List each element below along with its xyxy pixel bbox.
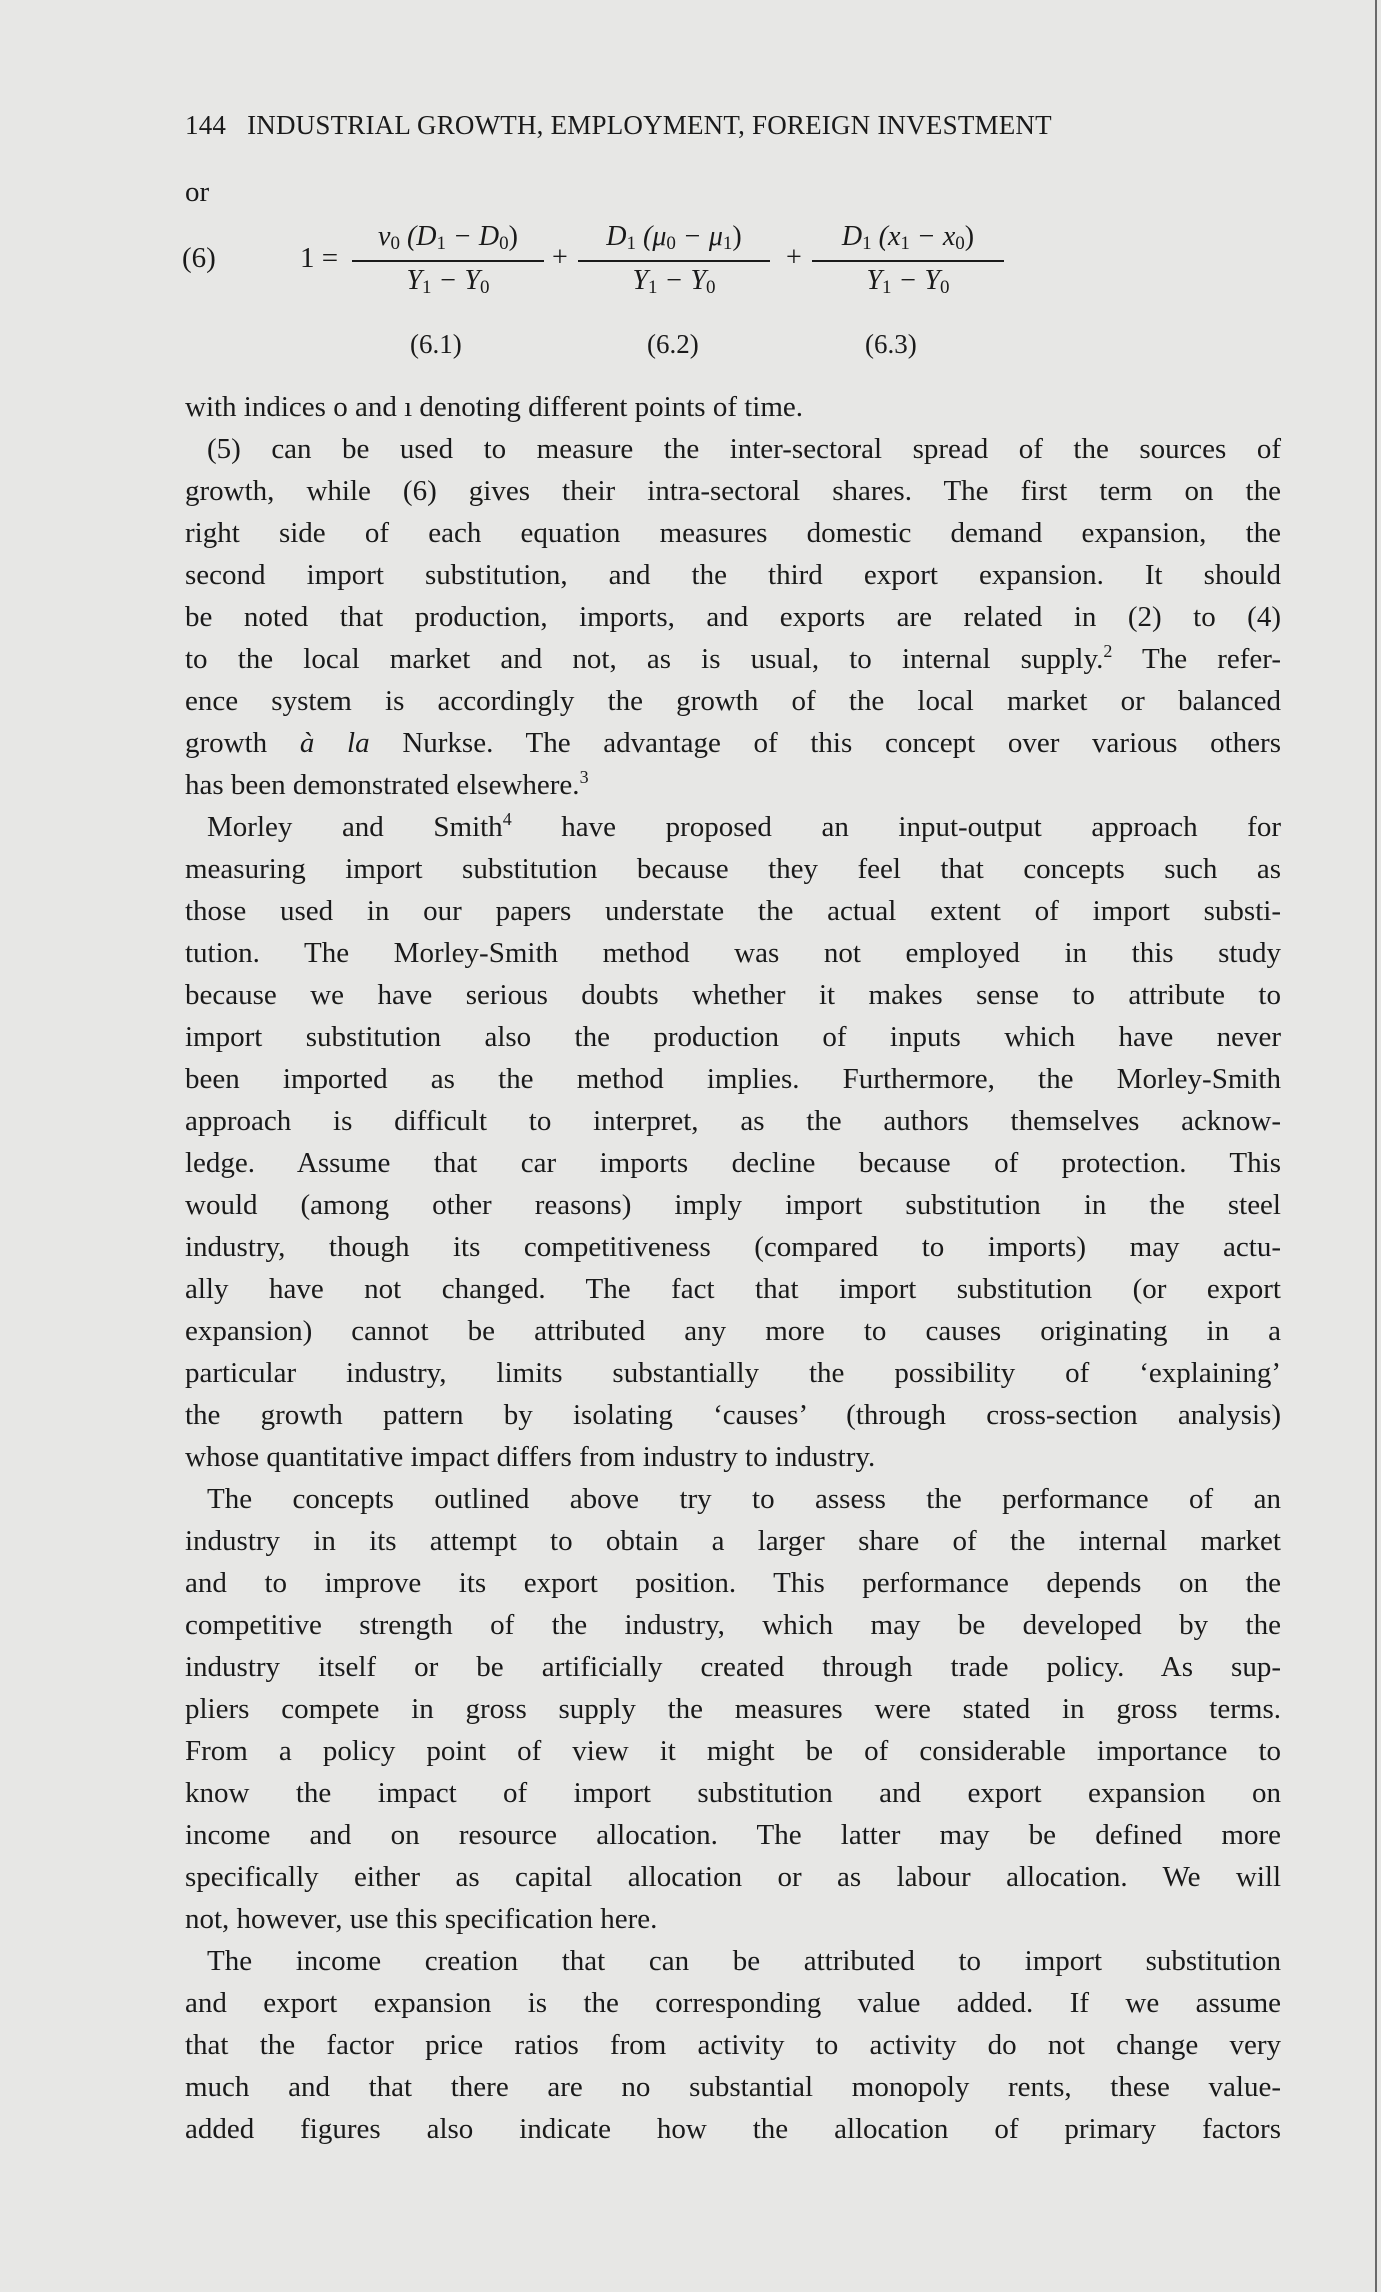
text-line: income and on resource allocation. The latter may be defined more — [185, 1819, 1281, 1851]
paragraph-start-line: The income creation that can be attributed to import substitution — [207, 1945, 1281, 1977]
denominator: $Y_1 - Y_0$ — [866, 265, 950, 298]
fraction-bar — [812, 260, 1004, 262]
equation-term-6-3 — [812, 218, 1004, 304]
paragraph-start-line: (5) can be used to measure the inter-sectoral spread of the sources of — [207, 433, 1281, 465]
fraction-bar — [352, 260, 544, 262]
text-line: to the local market and not, as is usual, to internal supply.$^2$ The refer- — [185, 641, 1282, 675]
equation-label-6-3: (6.3) — [865, 329, 917, 359]
text-line: ledge. Assume that car imports decline because of protection. This — [185, 1147, 1281, 1179]
text-line: pliers compete in gross supply the measures were stated in gross terms. — [185, 1693, 1281, 1725]
numerator: $v_0$ $(D_1 - D_0)$ — [378, 221, 518, 254]
equation-intro: or — [185, 176, 210, 208]
text-line: not, however, use this specification here. — [185, 1903, 658, 1935]
numerator: $D_1$ $(x_1 - x_0)$ — [841, 221, 975, 254]
text-line: tution. The Morley-Smith method was not employed in this study — [185, 937, 1281, 969]
paragraph-start-line: The concepts outlined above try to assess the performance of an — [207, 1483, 1281, 1515]
text-line: would (among other reasons) imply import substitution in the steel — [185, 1189, 1281, 1221]
text-line: because we have serious doubts whether it makes sense to attribute to — [185, 979, 1281, 1011]
equation-term-6-2 — [578, 218, 770, 304]
text-line: added figures also indicate how the allocation of primary factors — [185, 2113, 1281, 2145]
paragraph-start-line: Morley and Smith$^4$ have proposed an input-output approach for — [207, 809, 1281, 843]
equation-label-6-1: (6.1) — [410, 329, 462, 359]
numerator: $D_1$ $(\mu_0 - \mu_1)$ — [606, 221, 742, 254]
text-line: competitive strength of the industry, which may be developed by the — [185, 1609, 1281, 1641]
page-number: 144 — [185, 110, 227, 140]
text-line: with indices o and ı denoting different points of time. — [185, 391, 804, 423]
equation-label-6-2: (6.2) — [647, 329, 699, 359]
footnote-ref-4[interactable]: 4 — [502, 809, 512, 829]
equation-lhs: 1 = — [300, 242, 339, 274]
running-title: INDUSTRIAL GROWTH, EMPLOYMENT, FOREIGN INVESTMENT — [247, 110, 1052, 140]
text-line: ally have not changed. The fact that import substitution (or export — [185, 1273, 1281, 1305]
plus-sign: + — [552, 242, 568, 273]
body-text — [185, 386, 1281, 2150]
text-line: second import substitution, and the third export expansion. It should — [185, 559, 1281, 591]
text-line: measuring import substitution because they feel that concepts such as — [185, 853, 1281, 885]
text-line: industry in its attempt to obtain a larger share of the internal market — [185, 1525, 1281, 1557]
fraction-bar — [578, 260, 770, 262]
text-line: much and that there are no substantial monopoly rents, these value- — [185, 2071, 1281, 2103]
plus-sign: + — [786, 242, 802, 273]
running-head — [185, 105, 1205, 145]
text-line: been imported as the method implies. Furthermore, the Morley-Smith — [185, 1063, 1281, 1095]
text-line: the growth pattern by isolating ‘causes’ (through cross-section analysis) — [185, 1399, 1281, 1431]
equation-number: (6) — [182, 242, 216, 274]
footnote-ref-2[interactable]: 2 — [1103, 641, 1113, 661]
text-line: right side of each equation measures domestic demand expansion, the — [185, 517, 1281, 549]
page-edge — [1375, 0, 1377, 2292]
denominator: $Y_1 - Y_0$ — [406, 265, 490, 298]
text-line: expansion) cannot be attributed any more to causes originating in a — [185, 1315, 1281, 1347]
text-line: that the factor price ratios from activity to activity do not change very — [185, 2029, 1281, 2061]
text-line: import substitution also the production of inputs which have never — [185, 1021, 1281, 1053]
text-line: specifically either as capital allocation or as labour allocation. We will — [185, 1861, 1281, 1893]
text-line: those used in our papers understate the actual extent of import substi- — [185, 895, 1281, 927]
text-line: approach is difficult to interpret, as the authors themselves acknow- — [185, 1105, 1281, 1137]
text-line: whose quantitative impact differs from industry to industry. — [185, 1441, 876, 1473]
text-line: industry, though its competitiveness (compared to imports) may actu- — [185, 1231, 1281, 1263]
text-line: From a policy point of view it might be of considerable importance to — [185, 1735, 1281, 1767]
text-line: growth, while (6) gives their intra-sectoral shares. The first term on the — [185, 475, 1281, 507]
text-line: has been demonstrated elsewhere.$^3$ — [185, 767, 589, 801]
text-line: know the impact of import substitution and export expansion on — [185, 1777, 1281, 1809]
text-line: ence system is accordingly the growth of the local market or balanced — [185, 685, 1281, 717]
equation-term-6-1 — [352, 218, 544, 304]
text-line: and export expansion is the corresponding value added. If we assume — [185, 1987, 1281, 2019]
text-line: industry itself or be artificially created through trade policy. As sup- — [185, 1651, 1281, 1683]
footnote-ref-3[interactable]: 3 — [579, 767, 589, 787]
text-line: be noted that production, imports, and exports are related in (2) to (4) — [185, 601, 1281, 633]
text-line: and to improve its export position. This performance depends on the — [185, 1567, 1281, 1599]
text-line: growth à la Nurkse. The advantage of this concept over various others — [185, 727, 1281, 759]
text-line: particular industry, limits substantially the possibility of ‘explaining’ — [185, 1357, 1281, 1389]
denominator: $Y_1 - Y_0$ — [632, 265, 716, 298]
